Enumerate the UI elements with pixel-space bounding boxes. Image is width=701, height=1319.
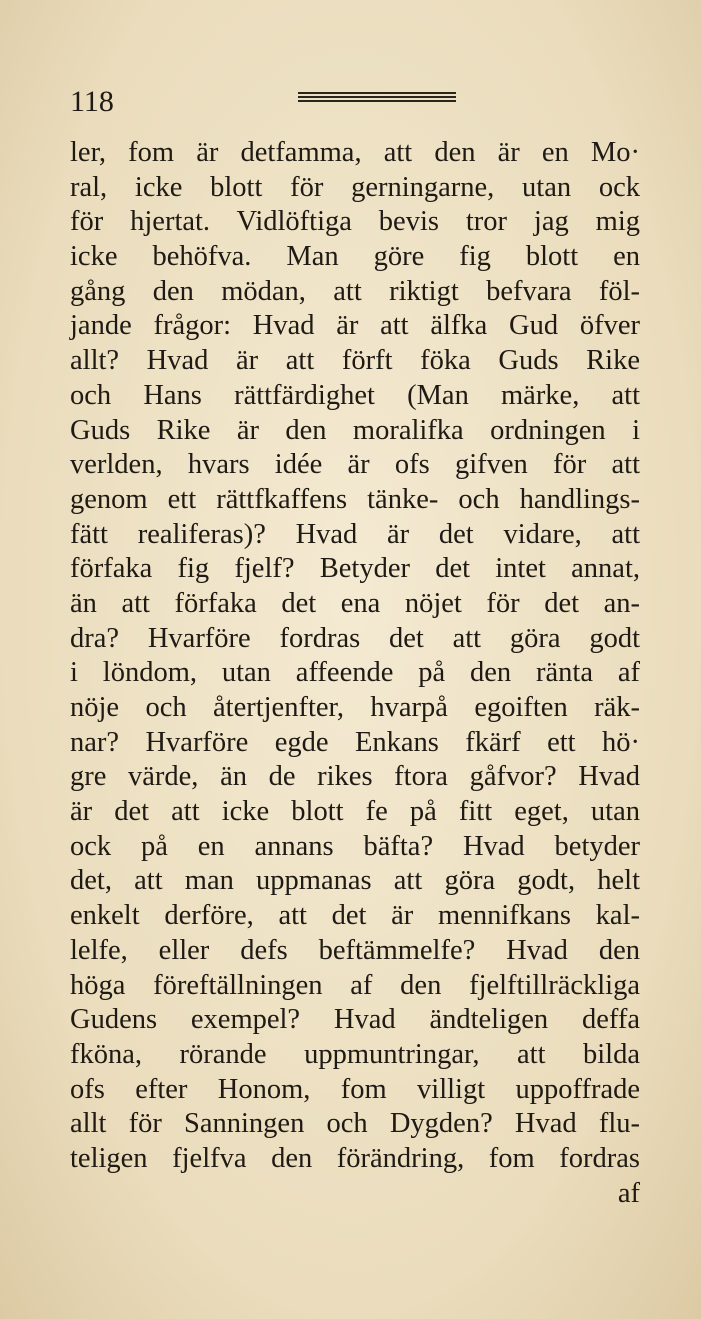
text-line: allt för Sanningen och Dygden? Hvad flu-	[70, 1108, 640, 1140]
text-line: jande frågor: Hvad är att älfka Gud öfver	[70, 310, 640, 342]
text-line: förfaka fig fjelf? Betyder det intet annat,	[70, 553, 640, 585]
text-line: fköna, rörande uppmuntringar, att bilda	[70, 1038, 640, 1070]
catchword: af	[617, 1177, 640, 1209]
text-line: enkelt derföre, att det är mennifkans kal-	[70, 900, 640, 932]
text-line: nöje och återtjenfter, hvarpå egoiften räk-	[70, 692, 640, 723]
body-text	[70, 136, 640, 1211]
text-line: och Hans rättfärdighet (Man märke, att	[70, 379, 640, 411]
text-line: gång den mödan, att riktigt befvara föl-	[70, 275, 640, 307]
text-line: lelfe, eller defs beftämmelfe? Hvad den	[70, 934, 640, 966]
text-line: ral, icke blott för gerningarne, utan ock	[70, 171, 640, 203]
text-line: än att förfaka det ena nöjet för det an-	[70, 587, 640, 619]
text-line: ler, fom är detfamma, att den är en Mo·	[70, 137, 640, 168]
text-line: dra? Hvarföre fordras det att göra godt	[70, 622, 640, 654]
text-line: gre värde, än de rikes ftora gåfvor? Hvad	[70, 761, 640, 793]
text-line: ock på en annans bäfta? Hvad betyder	[70, 830, 640, 862]
text-line: för hjertat. Vidlöftiga bevis tror jag mig	[70, 206, 640, 238]
text-line: teligen fjelfva den förändring, fom fordras	[70, 1142, 640, 1174]
text-line: Guds Rike är den moralifka ordningen i	[70, 414, 640, 446]
text-line: i löndom, utan affeende på den ränta af	[70, 657, 640, 689]
text-line: Gudens exempel? Hvad ändteligen deffa	[70, 1004, 640, 1036]
text-line: ofs efter Honom, fom villigt uppoffrade	[70, 1073, 640, 1105]
page-number: 118	[70, 85, 114, 118]
text-line: verlden, hvars idée är ofs gifven för att	[70, 449, 640, 481]
text-line: allt? Hvad är att förft föka Guds Rike	[70, 345, 640, 377]
header-rule	[298, 92, 456, 106]
text-line: icke behöfva. Man göre fig blott en	[70, 241, 640, 273]
text-line: är det att icke blott fe på fitt eget, utan	[70, 796, 640, 828]
text-line: det, att man uppmanas att göra godt, helt	[70, 865, 640, 897]
text-line: fätt realiferas)? Hvad är det vidare, att	[70, 518, 640, 550]
text-line: nar? Hvarföre egde Enkans fkärf ett hö·	[70, 726, 640, 758]
page-header	[70, 84, 630, 124]
text-line: höga föreftällningen af den fjelftillräckliga	[70, 969, 640, 1001]
text-line: genom ett rättfkaffens tänke- och handlings-	[70, 483, 640, 515]
